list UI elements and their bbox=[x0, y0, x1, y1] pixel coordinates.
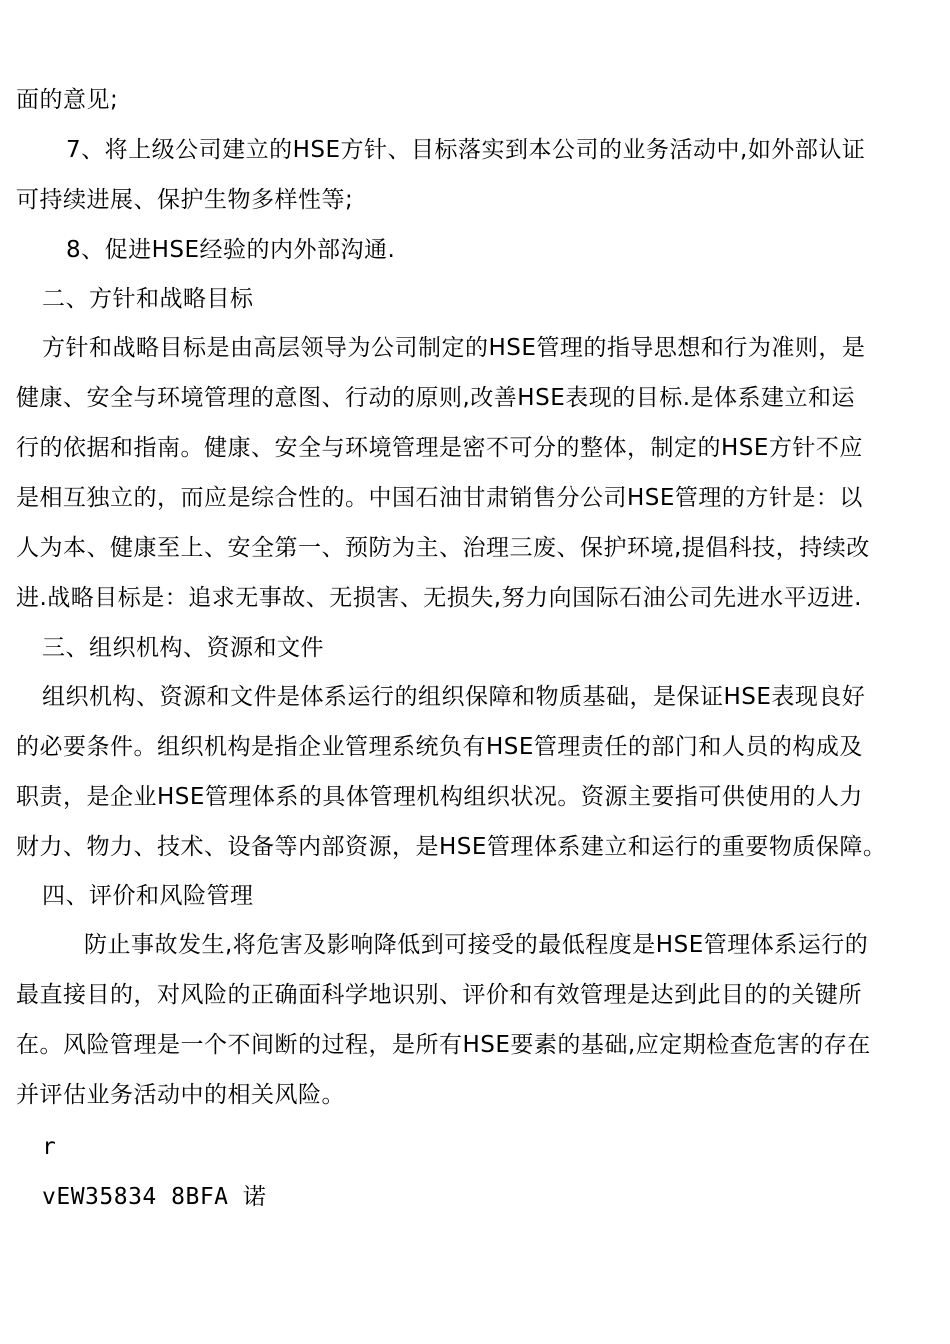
paragraph-line: 7、将上级公司建立的HSE方针、目标落实到本公司的业务活动中,如外部认证 bbox=[66, 137, 866, 163]
paragraph-line: 并评估业务活动中的相关风险。 bbox=[16, 1082, 345, 1108]
section-heading: 四、评价和风险管理 bbox=[42, 883, 254, 909]
footer-code: vEW35834 8BFA 诺 bbox=[42, 1184, 267, 1210]
section-heading: 二、方针和战略目标 bbox=[42, 286, 254, 312]
paragraph-line: 是相互独立的，而应是综合性的。中国石油甘肃销售分公司HSE管理的方针是：以 bbox=[16, 485, 863, 511]
paragraph-line: 方针和战略目标是由高层领导为公司制定的HSE管理的指导思想和行为准则，是 bbox=[42, 335, 866, 361]
paragraph-line: 健康、安全与环境管理的意图、行动的原则,改善HSE表现的目标.是体系建立和运 bbox=[16, 385, 856, 411]
paragraph-line: 可持续进展、保护生物多样性等; bbox=[16, 187, 354, 213]
paragraph-line: 行的依据和指南。健康、安全与环境管理是密不可分的整体，制定的HSE方针不应 bbox=[16, 435, 863, 461]
paragraph-line: 8、促进HSE经验的内外部沟通. bbox=[66, 237, 396, 263]
paragraph-line: 进.战略目标是：追求无事故、无损害、无损失,努力向国际石油公司先进水平迈进. bbox=[16, 585, 862, 611]
paragraph-line: 面的意见; bbox=[16, 87, 119, 113]
paragraph-line: 最直接目的，对风险的正确面科学地识别、评价和有效管理是达到此目的的关键所 bbox=[16, 982, 862, 1008]
paragraph-line: 的必要条件。组织机构是指企业管理系统负有HSE管理责任的部门和人员的构成及 bbox=[16, 734, 863, 760]
paragraph-line: 人为本、健康至上、安全第一、预防为主、治理三废、保护环境,提倡科技，持续改 bbox=[16, 535, 870, 561]
paragraph-line: 在。风险管理是一个不间断的过程，是所有HSE要素的基础,应定期检查危害的存在 bbox=[16, 1032, 871, 1058]
paragraph-line: 组织机构、资源和文件是体系运行的组织保障和物质基础，是保证HSE表现良好 bbox=[42, 684, 866, 710]
paragraph-line: 职责，是企业HSE管理体系的具体管理机构组织状况。资源主要指可供使用的人力 bbox=[16, 784, 863, 810]
paragraph-line: 财力、物力、技术、设备等内部资源，是HSE管理体系建立和运行的重要物质保障。 bbox=[16, 834, 887, 860]
section-heading: 三、组织机构、资源和文件 bbox=[42, 635, 324, 661]
footer-char: r bbox=[42, 1134, 57, 1160]
paragraph-line: 防止事故发生,将危害及影响降低到可接受的最低程度是HSE管理体系运行的 bbox=[84, 932, 869, 958]
